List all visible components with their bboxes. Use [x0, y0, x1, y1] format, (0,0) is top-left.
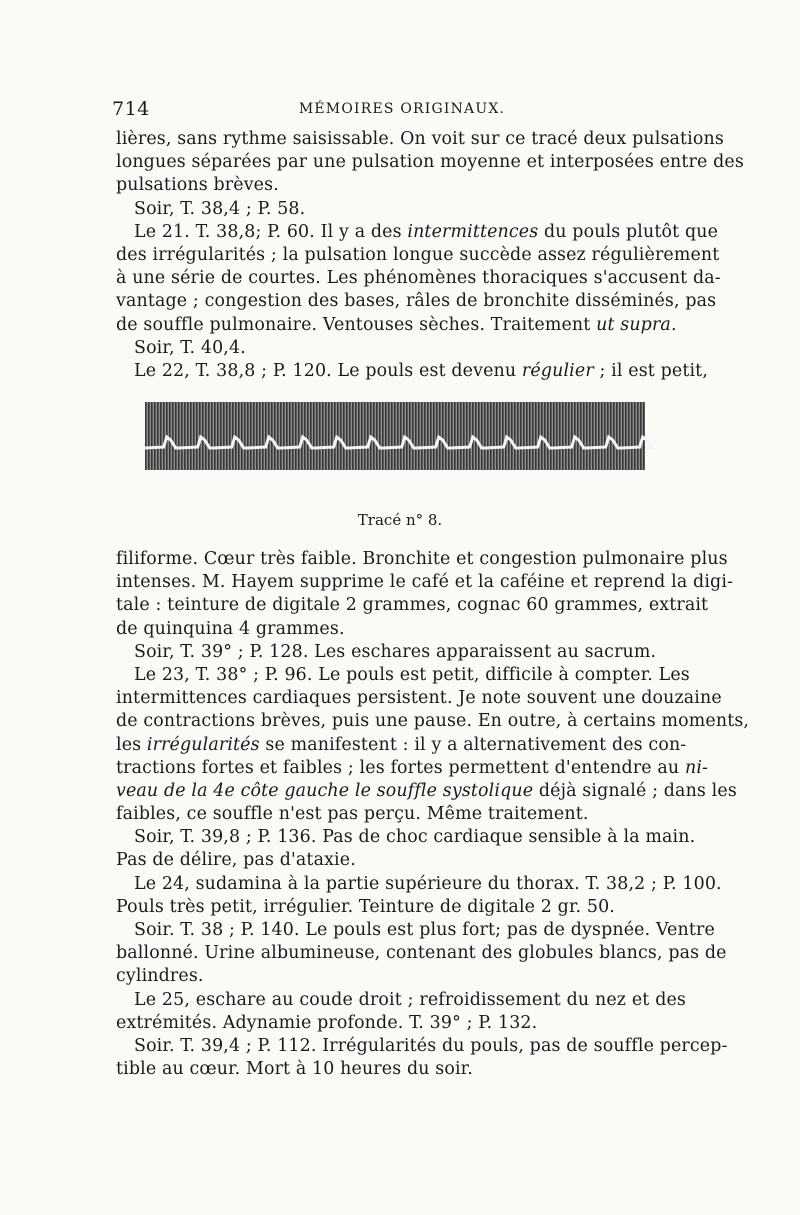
text-line: cylindres. [116, 966, 204, 987]
text-line: Le 24, sudamina à la partie supérieure du thorax. T. 38,2 ; P. 100. [134, 873, 722, 894]
text-block-top [116, 128, 744, 383]
page-header [112, 98, 692, 124]
text-line: les irrégularités se manifestent : il y a alternativement des con- [116, 734, 687, 755]
text-line: veau de la 4e côte gauche le souffle systolique déjà signalé ; dans les [116, 780, 737, 801]
text-line: longues séparées par une pulsation moyenne et interposées entre des [116, 152, 744, 173]
text-line: Le 22, T. 38,8 ; P. 120. Le pouls est devenu régulier ; il est petit, [134, 360, 708, 381]
text-line: faibles, ce souffle n'est pas perçu. Même traitement. [116, 804, 589, 825]
text-line: ballonné. Urine albumineuse, contenant des globules blancs, pas de [116, 943, 727, 964]
italic-term: intermittences [407, 221, 539, 242]
text-line: Soir. T. 38 ; P. 140. Le pouls est plus fort; pas de dyspnée. Ventre [134, 920, 715, 940]
text-line: intermittences cardiaques persistent. Je note souvent une douzaine [116, 688, 722, 709]
text-line: lières, sans rythme saisissable. On voit sur ce tracé deux pulsations [116, 129, 724, 149]
text-line: Soir, T. 39° ; P. 128. Les eschares apparaissent au sacrum. [134, 641, 657, 662]
tracing-hatching [145, 402, 645, 470]
text-line: des irrégularités ; la pulsation longue succède assez régulièrement [116, 244, 720, 265]
page-number: 714 [112, 98, 150, 120]
pulse-tracing-figure [145, 402, 645, 470]
text-line: Le 25, eschare au coude droit ; refroidissement du nez et des [134, 989, 686, 1010]
text-line: extrémités. Adynamie profonde. T. 39° ; P. 132. [116, 1012, 538, 1033]
italic-term: ut supra. [596, 314, 677, 335]
running-title: MÉMOIRES ORIGINAUX. [298, 101, 506, 117]
text-line: tible au cœur. Mort à 10 heures du soir. [116, 1059, 473, 1080]
text-block-bottom [116, 548, 750, 1081]
text-line: Pouls très petit, irrégulier. Teinture de digitale 2 gr. 50. [116, 896, 615, 917]
text-line: Pas de délire, pas d'ataxie. [116, 850, 356, 871]
figure-caption: Tracé n° 8. [357, 511, 443, 529]
italic-term: veau de la 4e côte gauche le souffle systolique [116, 780, 534, 801]
text-line: Le 21. T. 38,8; P. 60. Il y a des intermittences du pouls plutôt que [134, 221, 719, 242]
text-line: filiforme. Cœur très faible. Bronchite et congestion pulmonaire plus [116, 549, 728, 569]
text-line: vantage ; congestion des bases, râles de bronchite disséminés, pas [116, 291, 717, 312]
italic-term: ni- [684, 757, 709, 778]
text-line: à une série de courtes. Les phénomènes thoraciques s'accusent da- [116, 268, 721, 289]
italic-term: irrégularités [146, 734, 260, 755]
text-line: pulsations brèves. [116, 175, 279, 196]
text-line: tale : teinture de digitale 2 grammes, cognac 60 grammes, extrait [116, 595, 709, 616]
text-line: tractions fortes et faibles ; les fortes permettent d'entendre au ni- [116, 757, 709, 778]
text-line: de quinquina 4 grammes. [116, 618, 345, 639]
text-line: de souffle pulmonaire. Ventouses sèches. Traitement ut supra. [116, 314, 677, 335]
text-line: Soir, T. 39,8 ; P. 136. Pas de choc cardiaque sensible à la main. [134, 827, 696, 848]
text-line: Soir. T. 39,4 ; P. 112. Irrégularités du pouls, pas de souffle percep- [134, 1035, 728, 1056]
text-line: Le 23, T. 38° ; P. 96. Le pouls est petit, difficile à compter. Les [134, 664, 690, 685]
italic-term: régulier [521, 360, 594, 381]
text-line: Soir, T. 38,4 ; P. 58. [134, 198, 306, 219]
text-line: de contractions brèves, puis une pause. En outre, à certains moments, [116, 711, 750, 732]
text-line: intenses. M. Hayem supprime le café et la caféine et reprend la digi- [116, 572, 734, 593]
text-line: Soir, T. 40,4. [134, 337, 246, 358]
